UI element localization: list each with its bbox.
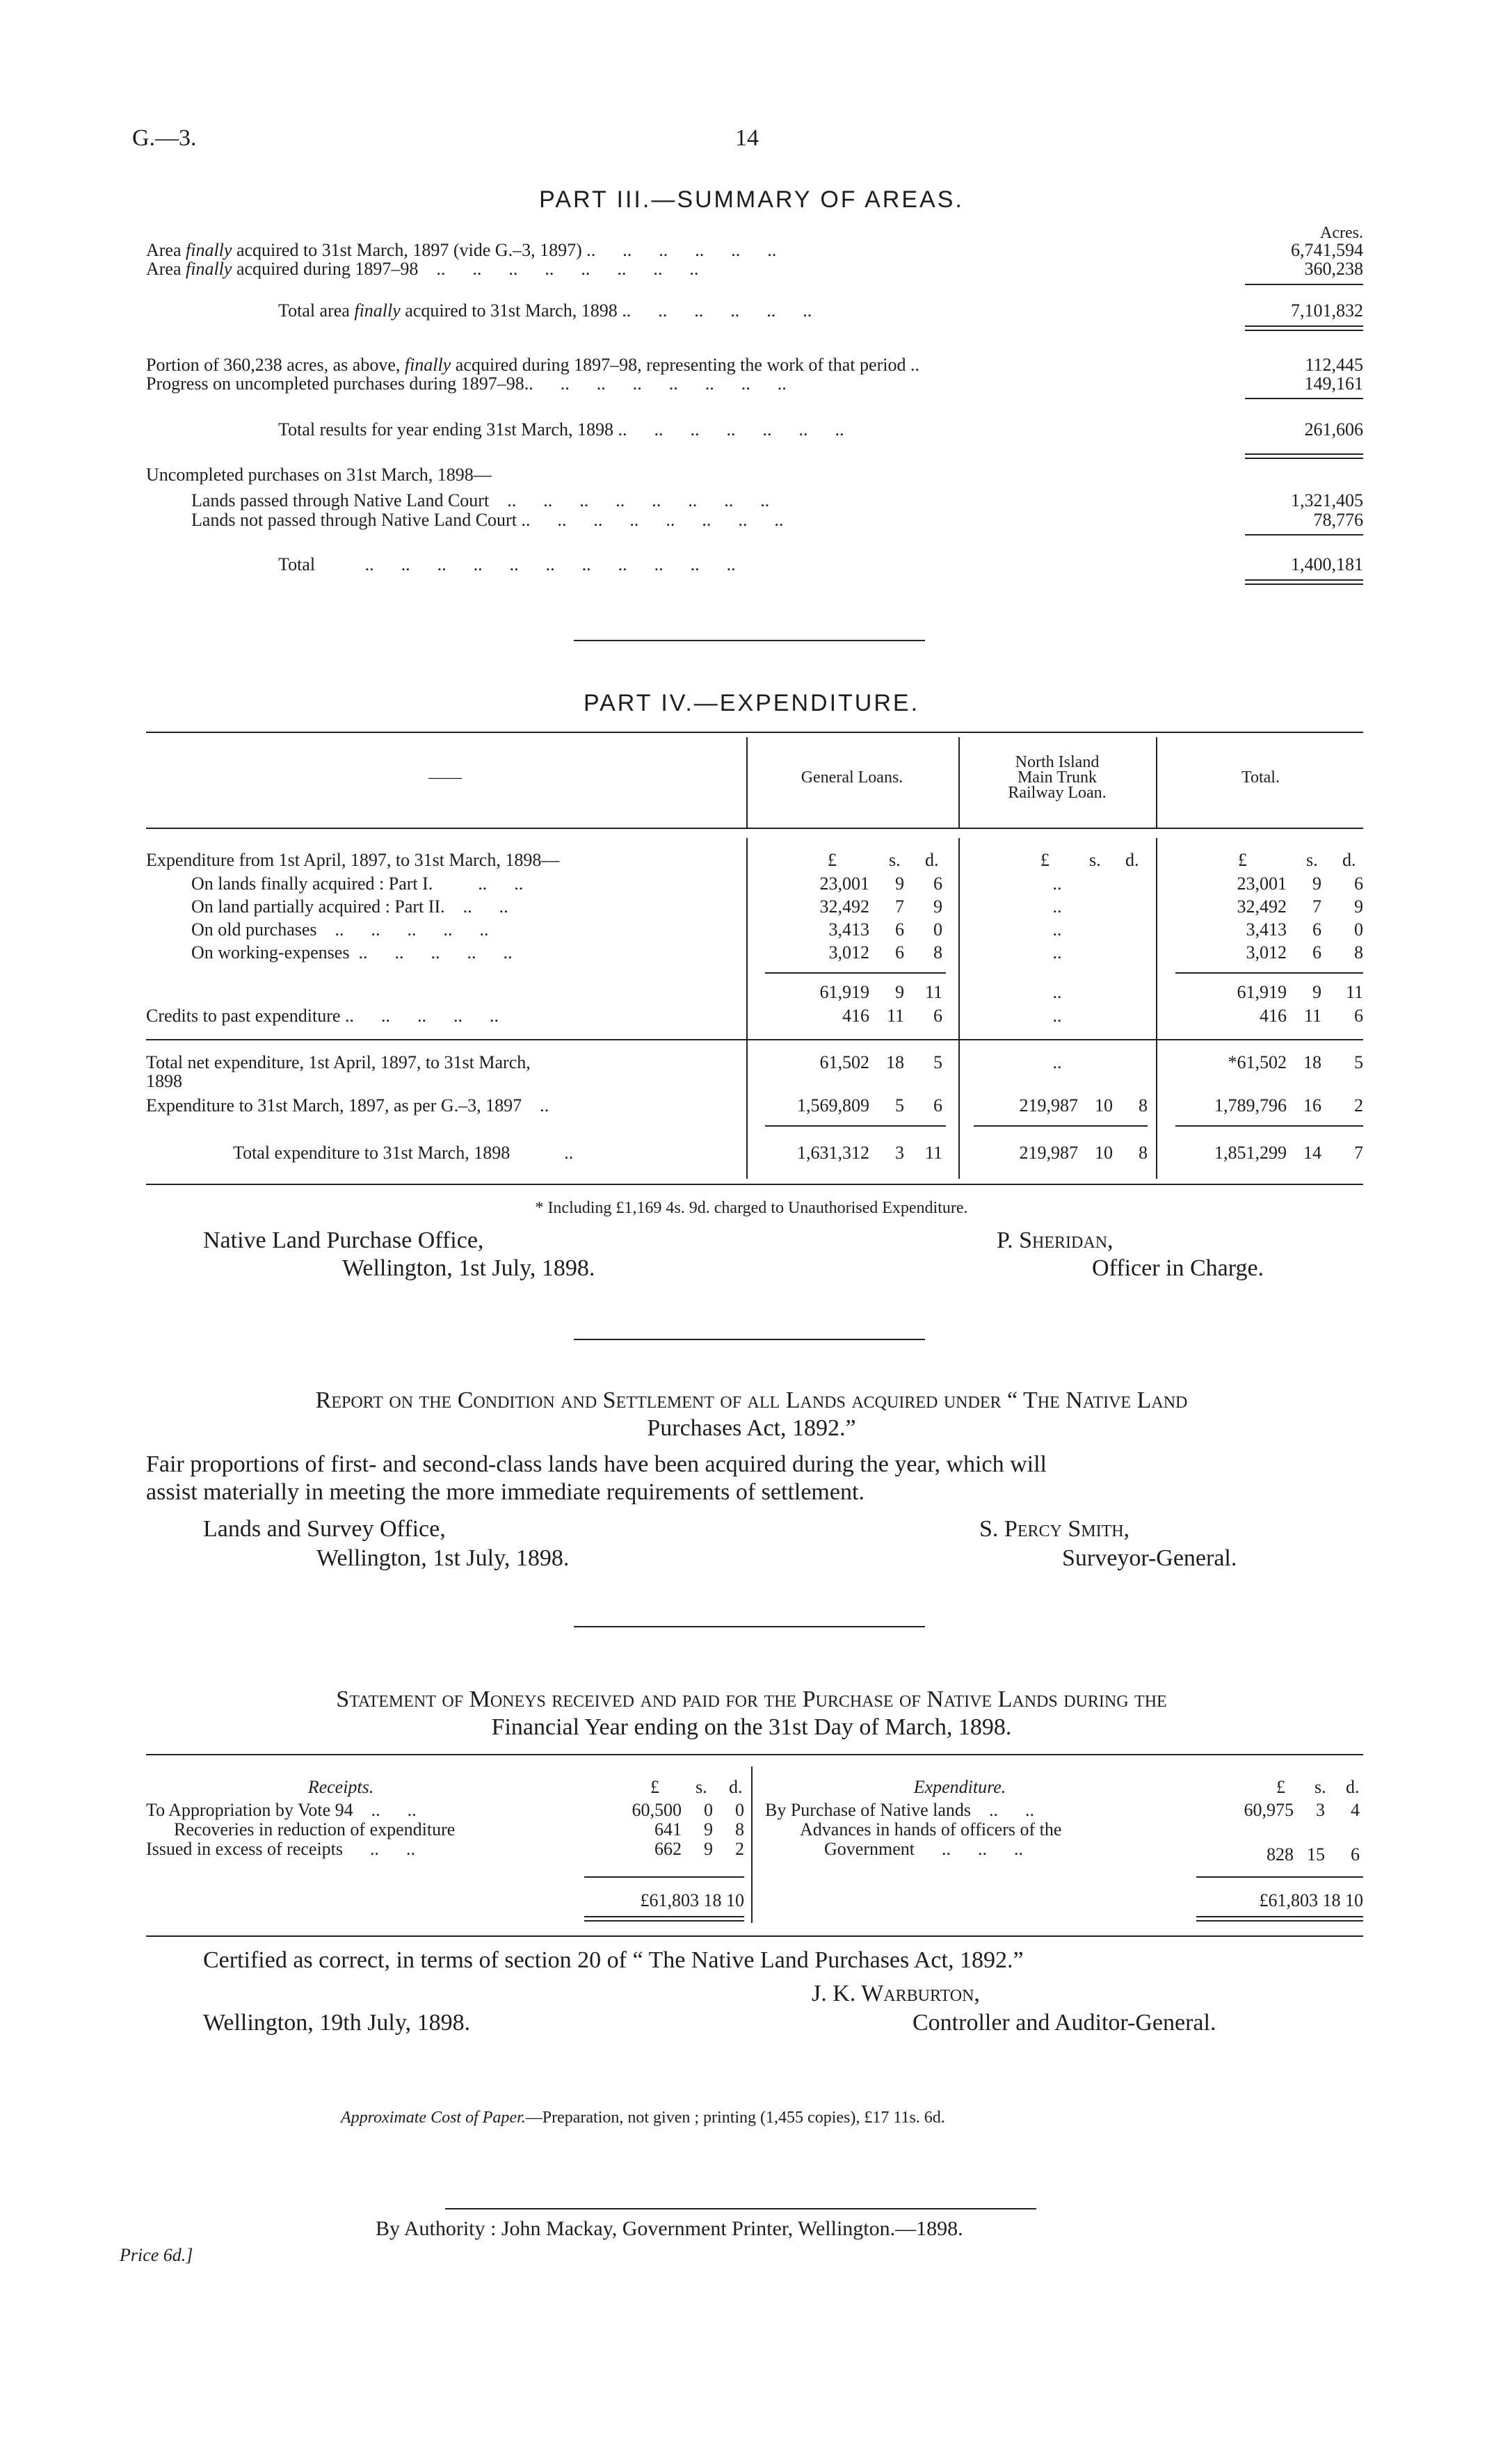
progress-value: 149,161 xyxy=(1304,373,1363,394)
to1897-general-shillings: 5 xyxy=(895,1095,904,1116)
section-divider xyxy=(574,1339,925,1340)
rule xyxy=(1245,398,1363,399)
unit-shilling: s. xyxy=(889,850,901,870)
report-body-1: Fair proportions of first- and second-class lands have been acquired during the year, which will xyxy=(146,1451,1047,1477)
rule xyxy=(1245,284,1363,285)
rule xyxy=(146,1039,1363,1040)
credits-total-pence: 6 xyxy=(1354,1006,1363,1026)
unit-pound: £ xyxy=(650,1777,659,1797)
lands-not-passed-value: 78,776 xyxy=(1313,510,1363,530)
credits-general-pence: 6 xyxy=(933,1006,942,1026)
expenditure-row-general-shillings: 6 xyxy=(895,942,904,963)
unit-pence: d. xyxy=(1342,850,1356,870)
part4-title: PART IV.—EXPENDITURE. xyxy=(583,690,920,716)
credits-general-pounds: 416 xyxy=(842,1006,869,1026)
receipt-2-pence: 8 xyxy=(735,1819,744,1839)
unit-shilling: s. xyxy=(1315,1777,1326,1797)
area-row-1: Area finally acquired to 31st March, 1897 (vide G.–3, 1897) .. .. .. .. .. .. xyxy=(146,240,777,260)
rule xyxy=(1245,534,1363,536)
grand-railway-pence: 8 xyxy=(1139,1143,1148,1163)
expenditure-2-shillings: 15 xyxy=(1307,1844,1325,1865)
col-divider xyxy=(1156,737,1157,828)
rule xyxy=(765,1125,946,1127)
footnote: * Including £1,169 4s. 9d. charged to Unauthorised Expenditure. xyxy=(535,1199,968,1217)
area-row-2: Area finally acquired during 1897–98 .. .. .. .. .. .. .. .. xyxy=(146,259,699,279)
lands-passed-row: Lands passed through Native Land Court .. .. .. .. .. .. .. .. xyxy=(191,490,770,510)
to1897-general-pence: 6 xyxy=(933,1095,942,1116)
table-bottom-rule xyxy=(146,1184,1363,1185)
expenditure-row-general-pence: 6 xyxy=(933,873,942,894)
grand-total-pounds: 1,851,299 xyxy=(1214,1143,1287,1163)
audit-title: Controller and Auditor-General. xyxy=(913,2010,1216,2036)
expenditure-row-total-shillings: 6 xyxy=(1312,942,1321,963)
rule xyxy=(974,1125,1148,1127)
expenditure-row-railway: .. xyxy=(1052,873,1062,894)
section-divider xyxy=(574,1626,925,1627)
expenditure-row-2-line2: Government .. .. .. xyxy=(824,1839,1023,1859)
area-row-1-value: 6,741,594 xyxy=(1291,240,1363,260)
rule xyxy=(1175,1125,1363,1127)
expenditure-row-1: By Purchase of Native lands .. .. xyxy=(765,1800,1035,1820)
expenditure-row-total-pence: 8 xyxy=(1354,942,1363,963)
progress-row: Progress on uncompleted purchases during 1897–98.. .. .. .. .. .. .. .. xyxy=(146,373,787,394)
expenditure-row-railway: .. xyxy=(1052,919,1062,940)
expenditure-row-total-pounds: 32,492 xyxy=(1237,896,1287,917)
rule xyxy=(765,972,946,974)
rule xyxy=(1245,458,1363,459)
statement-heading-1: Statement of Moneys received and paid for the Purchase of Native Lands during the xyxy=(336,1686,1167,1712)
net-general-pence: 5 xyxy=(933,1052,942,1072)
total-uncompleted-row: Total .. .. .. .. .. .. .. .. .. .. .. xyxy=(278,554,736,574)
portion-row: Portion of 360,238 acres, as above, finally acquired during 1897–98, representing the work of that period .. xyxy=(146,355,919,375)
subtotal-railway: .. xyxy=(1052,982,1062,1002)
expenditure-row-general-pence: 0 xyxy=(933,919,942,940)
audit-place-date: Wellington, 19th July, 1898. xyxy=(203,2010,471,2036)
page-number: 14 xyxy=(735,125,759,151)
grand-total-shillings: 14 xyxy=(1303,1143,1321,1163)
receipts-title: Receipts. xyxy=(307,1777,374,1797)
table-top-rule xyxy=(146,732,1363,733)
statement-heading-2: Financial Year ending on the 31st Day of March, 1898. xyxy=(491,1714,1012,1740)
expenditure-2-pounds: 828 xyxy=(1267,1844,1294,1865)
expenditure-title: Expenditure. xyxy=(913,1777,1006,1797)
expenditure-row-total-pounds: 3,413 xyxy=(1246,919,1287,940)
grand-general-pence: 11 xyxy=(924,1143,942,1163)
authority-line: By Authority : John Mackay, Government Printer, Wellington.—1898. xyxy=(376,2217,963,2240)
report-heading-1: Report on the Condition and Settlement of all Lands acquired under “ The Native Land xyxy=(315,1387,1188,1413)
expenditure-row-total-pence: 6 xyxy=(1354,873,1363,894)
receipt-row-3: Issued in excess of receipts .. .. xyxy=(146,1839,416,1859)
rule xyxy=(1175,972,1363,974)
to1897-general-pounds: 1,569,809 xyxy=(797,1095,869,1116)
receipt-1-pounds: 60,500 xyxy=(632,1800,682,1820)
portion-value: 112,445 xyxy=(1305,355,1363,375)
total-area-value: 7,101,832 xyxy=(1291,300,1363,321)
subtotal-total-pence: 11 xyxy=(1345,982,1363,1002)
document-reference: G.—3. xyxy=(132,125,197,151)
credits-railway: .. xyxy=(1052,1006,1062,1026)
rule xyxy=(1196,1920,1363,1922)
unit-pound: £ xyxy=(828,850,837,870)
net-general-pounds: 61,502 xyxy=(819,1052,869,1072)
receipt-2-pounds: 641 xyxy=(654,1819,682,1839)
unit-pence: d. xyxy=(1346,1777,1360,1797)
report-name: S. Percy Smith, xyxy=(979,1516,1130,1542)
subtotal-total-shillings: 9 xyxy=(1312,982,1321,1002)
grand-general-shillings: 3 xyxy=(895,1143,904,1163)
table-header-rule xyxy=(146,828,1363,829)
expenditure-row-label: On land partially acquired : Part II. .. .. xyxy=(191,896,508,917)
audit-name: J. K. Warburton, xyxy=(812,1981,980,2006)
col-railway-header-3: Railway Loan. xyxy=(1008,784,1107,802)
expenditure-row-railway: .. xyxy=(1052,896,1062,917)
report-title: Surveyor-General. xyxy=(1062,1545,1237,1571)
grand-total-pence: 7 xyxy=(1354,1143,1363,1163)
expenditure-row-general-pence: 8 xyxy=(933,942,942,963)
section-divider xyxy=(574,640,925,641)
acres-label: Acres. xyxy=(1320,224,1363,242)
receipt-1-pence: 0 xyxy=(735,1800,744,1820)
expenditure-row-general-shillings: 6 xyxy=(895,919,904,940)
col-divider xyxy=(746,838,748,1179)
rule xyxy=(584,1916,744,1917)
receipts-total: £61,803 18 10 xyxy=(640,1890,744,1910)
total-results-row: Total results for year ending 31st March, 1898 .. .. .. .. .. .. .. xyxy=(278,419,844,440)
col-total-header: Total. xyxy=(1241,768,1280,787)
sign1-office: Native Land Purchase Office, xyxy=(203,1227,484,1253)
subtotal-total-pounds: 61,919 xyxy=(1237,982,1287,1002)
receipt-1-shillings: 0 xyxy=(704,1800,713,1820)
expenditure-row-general-pence: 9 xyxy=(933,896,942,917)
col-railway-header-1: North Island xyxy=(1015,753,1100,771)
rule xyxy=(584,1876,744,1878)
grand-railway-shillings: 10 xyxy=(1095,1143,1113,1163)
rule xyxy=(1245,583,1363,585)
expenditure-row-total-shillings: 9 xyxy=(1312,873,1321,894)
unit-shilling: s. xyxy=(1306,850,1318,870)
credits-total-pounds: 416 xyxy=(1260,1006,1287,1026)
expenditure-row-railway: .. xyxy=(1052,942,1062,963)
net-total-shillings: 18 xyxy=(1303,1052,1321,1072)
to1897-total-pence: 2 xyxy=(1354,1095,1363,1116)
expenditure-row-total-shillings: 7 xyxy=(1312,896,1321,917)
col-divider xyxy=(1156,838,1157,1179)
lands-not-passed-row: Lands not passed through Native Land Court .. .. .. .. .. .. .. .. xyxy=(191,510,784,530)
expenditure-row-general-pounds: 23,001 xyxy=(819,873,869,894)
grand-railway-pounds: 219,987 xyxy=(1019,1143,1078,1163)
expenditure-row-general-pounds: 3,413 xyxy=(828,919,869,940)
receipt-row-2: Recoveries in reduction of expenditure xyxy=(174,1819,456,1839)
sign1-title: Officer in Charge. xyxy=(1092,1255,1264,1281)
to1897-railway-pounds: 219,987 xyxy=(1019,1095,1078,1116)
uncompleted-heading: Uncompleted purchases on 31st March, 1898— xyxy=(146,465,492,485)
unit-shilling: s. xyxy=(1089,850,1101,870)
grand-label: Total expenditure to 31st March, 1898 .. xyxy=(233,1143,574,1163)
expenditure-row-label: On old purchases .. .. .. .. .. xyxy=(191,919,489,940)
expenditure-heading-row: Expenditure from 1st April, 1897, to 31st March, 1898— xyxy=(146,850,560,870)
lands-passed-value: 1,321,405 xyxy=(1291,490,1363,510)
net-railway: .. xyxy=(1052,1052,1062,1072)
expenditure-row-general-pounds: 3,012 xyxy=(828,942,869,963)
statement-top-rule xyxy=(146,1754,1363,1755)
receipt-3-pounds: 662 xyxy=(654,1839,682,1859)
net-general-shillings: 18 xyxy=(886,1052,904,1072)
col-railway-header-2: Main Trunk xyxy=(1017,768,1098,787)
unit-pence: d. xyxy=(925,850,939,870)
expenditure-1-pence: 4 xyxy=(1351,1800,1360,1820)
statement-bottom-rule xyxy=(146,1935,1363,1937)
unit-pence: d. xyxy=(729,1777,743,1797)
col-general-header: General Loans. xyxy=(801,768,903,787)
net-total-pounds: *61,502 xyxy=(1228,1052,1287,1072)
cost-of-paper: Approximate Cost of Paper.—Preparation, not given ; printing (1,455 copies), £17 11s. 6d. xyxy=(341,2109,945,2127)
report-place-date: Wellington, 1st July, 1898. xyxy=(316,1545,570,1571)
expenditure-1-pounds: 60,975 xyxy=(1244,1800,1294,1820)
to1897-railway-shillings: 10 xyxy=(1095,1095,1113,1116)
credits-general-shillings: 11 xyxy=(886,1006,904,1026)
net-label-1: Total net expenditure, 1st April, 1897, to 31st March, xyxy=(146,1052,531,1072)
expenditure-row-total-pounds: 23,001 xyxy=(1237,873,1287,894)
rule xyxy=(1196,1916,1363,1917)
receipt-2-shillings: 9 xyxy=(704,1819,713,1839)
authority-rule xyxy=(445,2208,1036,2209)
to1897-railway-pence: 8 xyxy=(1139,1095,1148,1116)
report-office: Lands and Survey Office, xyxy=(203,1516,446,1542)
grand-general-pounds: 1,631,312 xyxy=(797,1143,869,1163)
expenditure-row-label: On lands finally acquired : Part I. .. .. xyxy=(191,873,524,894)
unit-shilling: s. xyxy=(696,1777,707,1797)
report-body-2: assist materially in meeting the more immediate requirements of settlement. xyxy=(146,1479,865,1505)
rule xyxy=(1245,330,1363,331)
area-row-2-value: 360,238 xyxy=(1304,259,1363,279)
price: Price 6d.] xyxy=(120,2245,193,2265)
col-blank-header: —— xyxy=(428,768,462,787)
statement-divider xyxy=(751,1766,753,1923)
net-label-2: 1898 xyxy=(146,1071,182,1091)
expenditure-row-total-shillings: 6 xyxy=(1312,919,1321,940)
expenditure-total: £61,803 18 10 xyxy=(1259,1890,1363,1910)
to1897-total-pounds: 1,789,796 xyxy=(1214,1095,1287,1116)
sign1-place-date: Wellington, 1st July, 1898. xyxy=(342,1255,595,1281)
expenditure-row-2-line1: Advances in hands of officers of the xyxy=(800,1819,1062,1839)
to1897-label: Expenditure to 31st March, 1897, as per G.–3, 1897 .. xyxy=(146,1095,549,1116)
receipt-3-pence: 2 xyxy=(735,1839,744,1859)
report-heading-2: Purchases Act, 1892.” xyxy=(647,1415,856,1441)
net-total-pence: 5 xyxy=(1354,1052,1363,1072)
expenditure-row-general-shillings: 7 xyxy=(895,896,904,917)
expenditure-row-total-pounds: 3,012 xyxy=(1246,942,1287,963)
expenditure-row-general-shillings: 9 xyxy=(895,873,904,894)
subtotal-general-pence: 11 xyxy=(924,982,942,1002)
total-results-value: 261,606 xyxy=(1304,419,1363,440)
unit-pound: £ xyxy=(1276,1777,1285,1797)
sign1-name: P. Sheridan, xyxy=(997,1227,1114,1253)
rule xyxy=(1196,1876,1363,1878)
rule xyxy=(584,1920,744,1922)
subtotal-general-pounds: 61,919 xyxy=(819,982,869,1002)
rule xyxy=(1245,453,1363,455)
unit-pound: £ xyxy=(1040,850,1050,870)
rule xyxy=(1245,579,1363,581)
unit-pound: £ xyxy=(1238,850,1247,870)
total-area-row: Total area finally acquired to 31st March, 1898 .. .. .. .. .. .. xyxy=(278,300,812,321)
receipt-row-1: To Appropriation by Vote 94 .. .. xyxy=(146,1800,417,1820)
unit-pence: d. xyxy=(1125,850,1139,870)
rule xyxy=(1245,325,1363,327)
expenditure-1-shillings: 3 xyxy=(1316,1800,1325,1820)
receipt-3-shillings: 9 xyxy=(704,1839,713,1859)
audit-certified: Certified as correct, in terms of section 20 of “ The Native Land Purchases Act, 1892.” xyxy=(203,1947,1024,1973)
expenditure-row-general-pounds: 32,492 xyxy=(819,896,869,917)
expenditure-row-label: On working-expenses .. .. .. .. .. xyxy=(191,942,513,963)
total-uncompleted-value: 1,400,181 xyxy=(1291,554,1363,574)
credits-total-shillings: 11 xyxy=(1303,1006,1321,1026)
expenditure-row-total-pence: 0 xyxy=(1354,919,1363,940)
to1897-total-shillings: 16 xyxy=(1303,1095,1321,1116)
expenditure-row-total-pence: 9 xyxy=(1354,896,1363,917)
subtotal-general-shillings: 9 xyxy=(895,982,904,1002)
credits-label: Credits to past expenditure .. .. .. .. .. xyxy=(146,1006,499,1026)
expenditure-2-pence: 6 xyxy=(1351,1844,1360,1865)
part3-title: PART III.—SUMMARY OF AREAS. xyxy=(539,186,964,213)
